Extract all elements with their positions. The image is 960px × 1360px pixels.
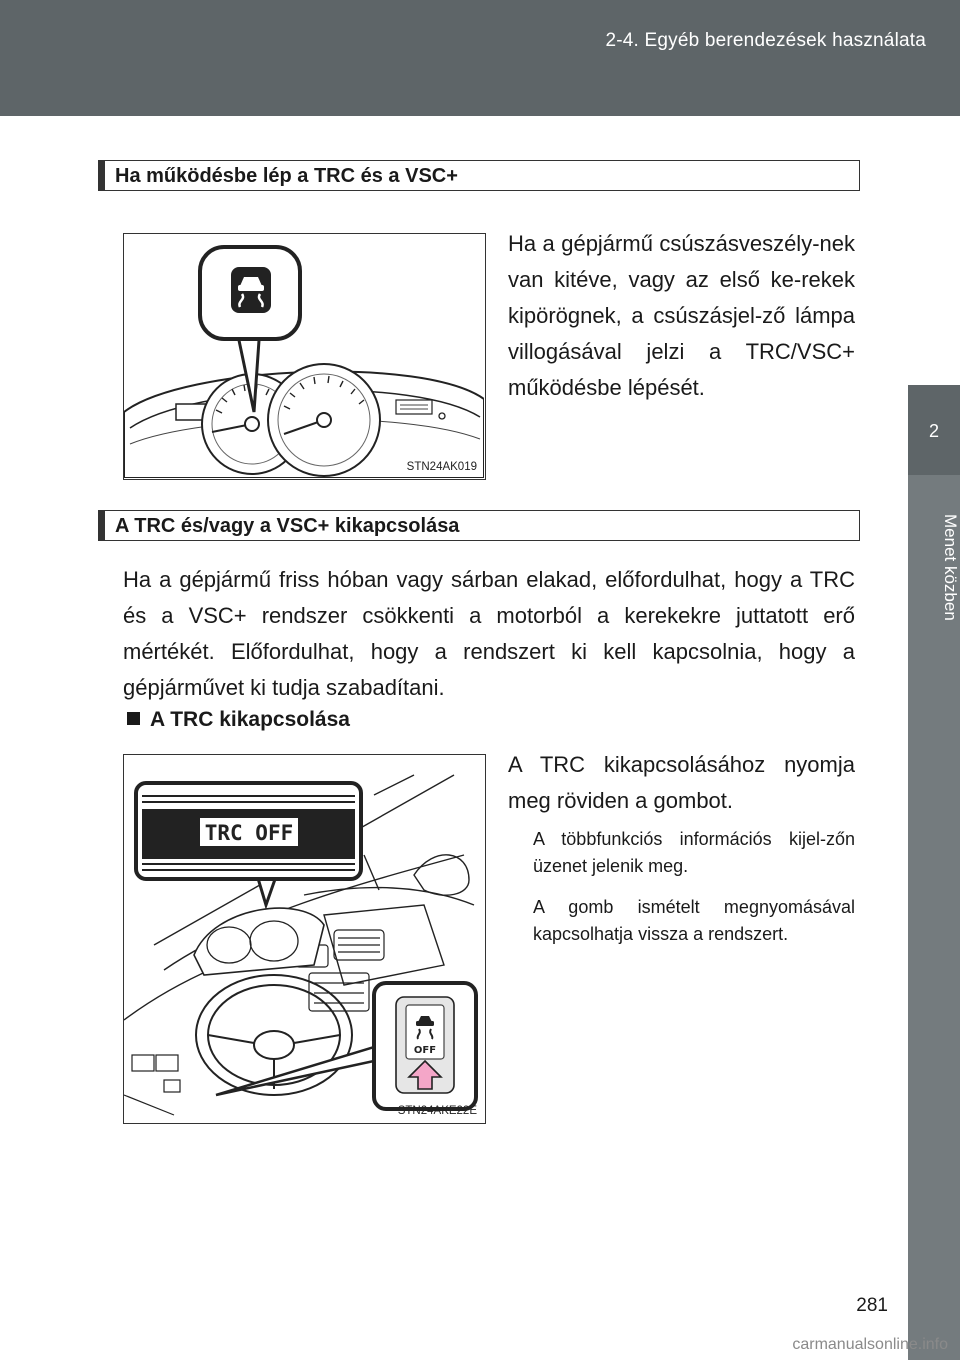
watermark: carmanualsonline.info	[792, 1336, 948, 1353]
chapter-number: 2	[928, 421, 939, 441]
heading-bar	[99, 511, 105, 540]
section-heading-text: A TRC és/vagy a VSC+ kikapcsolása	[115, 515, 460, 537]
figure-code: STN24AK019	[406, 461, 477, 473]
note-reactivate: A gomb ismételt megnyomásával kapcsolhatja vissza a rendszert.	[533, 897, 855, 944]
section-heading-text: Ha működésbe lép a TRC és a VSC+	[115, 165, 458, 187]
page-number: 281	[856, 1295, 888, 1316]
figure-dashboard-trc-button	[123, 754, 486, 1124]
section2-paragraph: Ha a gépjármű friss hóban vagy sárban elakad, előfordulhat, hogy a TRC és a VSC+ rendszer csökkenti a motorból a kerekekre juttatott erő mértékét. Előfordulhat, hogy a rendszert ki kell kapcsolnia, hogy a gépjárművet ki tudja szabadítani.	[123, 567, 855, 700]
section1-paragraph: Ha a gépjármű csúszásveszély-nek van kitéve, vagy az első ke-rekek kipörögnek, a csúszásjel-ző lámpa villogásával jelzi a TRC/VSC+ működésbe lépését.	[508, 231, 855, 400]
heading-bar	[99, 161, 105, 190]
dashboard-illustration	[124, 755, 484, 1122]
subheading-trc-off	[127, 708, 350, 732]
subheading-text: A TRC kikapcsolása	[150, 708, 350, 731]
section-heading-trc-vsc-active	[98, 160, 860, 191]
chapter-label: Menet közben	[941, 513, 960, 621]
note-display-message: A többfunkciós információs kijel-zőn üzenet jelenik meg.	[533, 829, 855, 876]
trc-off-display-text: TRC OFF	[204, 821, 294, 845]
header-band	[0, 0, 960, 116]
instrument-cluster-illustration	[124, 234, 484, 478]
square-bullet-icon	[127, 712, 140, 725]
figure-instrument-cluster	[123, 233, 486, 480]
button-off-label: OFF	[413, 1045, 437, 1056]
section-heading-trc-vsc-off	[98, 510, 860, 541]
chapter-tab	[908, 385, 960, 475]
trc-off-instruction: A TRC kikapcsolásához nyomja meg röviden a gombot.	[508, 752, 855, 813]
figure-code: STN24AKE22E	[397, 1105, 477, 1117]
chapter-title: 2-4. Egyéb berendezések használata	[605, 30, 926, 51]
